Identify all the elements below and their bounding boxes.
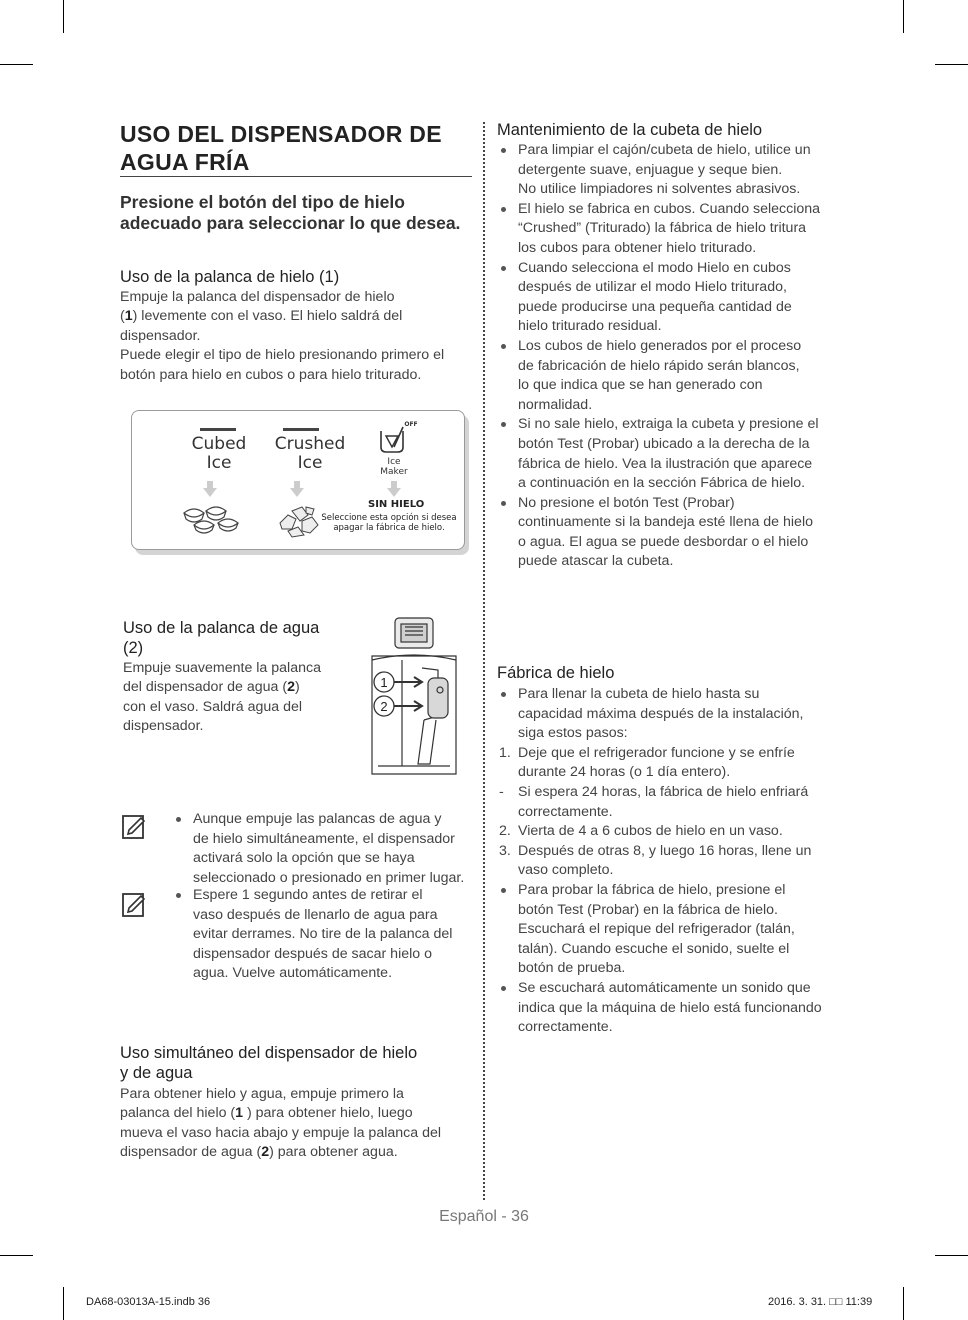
text-line: agua. Vuelve automáticamente. — [193, 965, 393, 982]
text-line: Vierta de 4 a 6 cubos de hielo en un vaso. — [518, 823, 783, 840]
text-line: lo que indica que se han generado con — [518, 377, 763, 394]
text-line: Empuje la palanca del dispensador de hielo — [120, 289, 395, 305]
text-line: Puede elegir el tipo de hielo presionando primero el — [120, 347, 445, 364]
callout-number: 1 — [124, 308, 133, 325]
down-arrow-icon — [203, 488, 217, 497]
crop-mark — [0, 64, 33, 65]
text-line: Deje que el refrigerador funcione y se enfríe — [518, 744, 795, 761]
text-line: activará solo la opción que se haya — [193, 850, 415, 867]
text-line: de hielo simultáneamente, el dispensador — [193, 830, 455, 847]
list-marker: 1. — [499, 744, 511, 761]
text-fragment: palanca del hielo ( — [120, 1105, 236, 1122]
page-title — [120, 120, 472, 176]
down-arrow-icon — [387, 488, 401, 497]
arrow-right-icon — [394, 677, 422, 687]
note-icon — [121, 814, 147, 840]
text-line: o agua. El agua se puede desbordar o el hielo — [518, 533, 809, 550]
bullet — [501, 148, 506, 153]
heading-line: Uso de la palanca de agua — [123, 619, 320, 637]
text-line: Si no sale hielo, extraiga la cubeta y presione el — [518, 416, 819, 433]
arrow-right-icon — [394, 701, 422, 711]
ice-maker-item — [497, 822, 862, 842]
text-line: mueva el vaso hacia abajo y empuje la palanca del — [120, 1124, 441, 1141]
list-marker: 3. — [499, 842, 511, 859]
maintenance-list — [497, 141, 857, 572]
footer-timestamp: 2016. 3. 31. □□ 11:39 — [768, 1296, 873, 1308]
text-fragment: ) — [294, 679, 300, 696]
crushed-ice-button-label — [256, 435, 364, 473]
text-line: dispensador después de sacar hielo o — [193, 945, 432, 962]
text-line: Los cubos de hielo generados por el proceso — [518, 337, 802, 354]
bullet — [501, 266, 506, 271]
text-fragment: ) para obtener hielo, luego — [243, 1105, 413, 1122]
maintenance-heading: Mantenimiento de la cubeta de hielo — [497, 121, 763, 139]
page-number: Español - 36 — [439, 1208, 529, 1225]
bullet — [501, 986, 506, 991]
down-arrow-icon — [290, 488, 304, 497]
label-line: Ice — [297, 453, 323, 473]
footer-file-name: DA68-03013A-15.indb 36 — [86, 1296, 211, 1308]
text-line: botón de prueba. — [518, 960, 626, 977]
ice-control-panel-illustration — [131, 410, 465, 550]
ice-maker-label — [370, 457, 418, 477]
text-line: dispensador. — [120, 327, 201, 344]
bullet — [501, 501, 506, 506]
bullet — [501, 422, 506, 427]
page-title-line: USO DEL DISPENSADOR DE — [120, 121, 442, 147]
crop-mark — [63, 0, 64, 33]
text-line: después de utilizar el modo Hielo triturado, — [518, 279, 787, 296]
text-fragment: del dispensador de agua ( — [123, 679, 288, 696]
note-list-1 — [172, 810, 482, 888]
text-line: siga estos pasos: — [518, 725, 628, 742]
text-line: evitar derrames. No tire de la palanca del — [193, 926, 453, 943]
text-line: No utilice limpiadores ni solventes abrasivos. — [518, 181, 801, 198]
text-line: Para probar la fábrica de hielo, presione el — [518, 881, 786, 898]
text-line: dispensador. — [123, 718, 204, 735]
label-line: Cubed — [191, 434, 247, 454]
cubed-ice-icon — [180, 501, 244, 537]
text-line: Para obtener hielo y agua, empuje primero la — [120, 1086, 404, 1102]
text-line: Seleccione esta opción si desea — [321, 513, 457, 523]
indicator-bar — [283, 428, 319, 431]
indicator-bar — [200, 428, 236, 431]
crushed-ice-icon — [276, 503, 322, 539]
label-line: Ice — [387, 457, 401, 467]
ice-maker-item — [497, 685, 862, 744]
maintenance-item — [497, 200, 857, 259]
subheading-line: Presione el botón del tipo de hielo — [120, 192, 405, 212]
text-line: de fabricación de hielo rápido serán blancos, — [518, 357, 800, 374]
text-fragment: ) levemente con el vaso. El hielo saldrá del — [132, 308, 403, 325]
column-divider — [483, 122, 485, 1200]
text-line: los cubos para obtener hielo triturado. — [518, 239, 757, 256]
text-line: puede atascar la cubeta. — [518, 553, 674, 570]
simultaneous-text — [120, 1085, 480, 1163]
text-line: hielo triturado residual. — [518, 318, 662, 335]
text-line: Después de otras 8, y luego 16 horas, llene un — [518, 842, 812, 859]
bullet — [176, 817, 181, 822]
label-line: Ice — [206, 453, 232, 473]
water-lever-heading — [123, 618, 363, 658]
callout-number: 2 — [261, 1144, 270, 1161]
sin-hielo-label: SIN HIELO — [368, 499, 425, 510]
heading-line: y de agua — [120, 1064, 193, 1082]
crop-mark — [0, 1255, 33, 1256]
callout-number: 2 — [287, 679, 295, 696]
text-line: No presione el botón Test (Probar) — [518, 494, 735, 511]
list-marker: - — [499, 783, 504, 800]
page-title-line: AGUA FRÍA — [120, 149, 250, 175]
text-line: Si espera 24 horas, la fábrica de hielo enfriará — [518, 783, 809, 800]
subheading-line: adecuado para seleccionar lo que desea. — [120, 213, 461, 233]
text-fragment: dispensador de agua ( — [120, 1144, 262, 1161]
heading-line: Uso simultáneo del dispensador de hielo — [120, 1044, 418, 1062]
label-line: Maker — [380, 467, 408, 477]
text-line: Aunque empuje las palancas de agua y — [193, 811, 442, 827]
text-line: detergente suave, enjuague y seque bien. — [518, 161, 783, 178]
maintenance-item — [497, 141, 857, 200]
bullet — [501, 692, 506, 697]
text-line: Se escuchará automáticamente un sonido que — [518, 979, 811, 996]
ice-lever-text — [120, 288, 480, 385]
ice-maker-item — [497, 783, 862, 822]
text-line: botón para hielo en cubos o para hielo triturado. — [120, 366, 422, 383]
text-fragment: ( — [120, 308, 125, 325]
crop-mark — [935, 64, 968, 65]
text-line: correctamente. — [518, 1019, 613, 1036]
off-label: OFF — [404, 421, 418, 428]
bullet — [176, 893, 181, 898]
text-line: Cuando selecciona el modo Hielo en cubos — [518, 259, 791, 276]
water-lever-text — [123, 659, 363, 737]
text-line: Empuje suavemente la palanca — [123, 660, 321, 676]
maintenance-item — [497, 415, 857, 493]
ice-maker-heading: Fábrica de hielo — [497, 664, 615, 682]
callout-number: 1 — [235, 1105, 244, 1122]
text-line: talán). Cuando escuche el sonido, suelte el — [518, 940, 790, 957]
text-line: con el vaso. Saldrá agua del — [123, 698, 303, 715]
text-line: continuamente si la bandeja esté llena de hielo — [518, 514, 813, 531]
ice-maker-item — [497, 744, 862, 783]
text-line: a continuación en la sección Fábrica de hielo. — [518, 475, 806, 492]
cubed-ice-button-label — [174, 435, 264, 473]
maintenance-item — [497, 494, 857, 572]
text-fragment: ) para obtener agua. — [269, 1144, 398, 1161]
text-line: indica que la máquina de hielo está funcionando — [518, 999, 822, 1016]
note-icon — [121, 892, 147, 918]
note-item — [172, 886, 482, 984]
text-line: botón Test (Probar) ubicado a la derecha de la — [518, 435, 810, 452]
text-line: durante 24 horas (o 1 día entero). — [518, 764, 731, 781]
text-line: capacidad máxima después de la instalación, — [518, 705, 804, 722]
crop-mark — [903, 0, 904, 33]
bullet — [501, 207, 506, 212]
title-divider — [120, 176, 472, 177]
text-line: seleccionado o presionado en primer lugar. — [193, 869, 465, 886]
section-subheading — [120, 192, 480, 234]
text-line: Para llenar la cubeta de hielo hasta su — [518, 686, 760, 702]
ice-maker-item — [497, 842, 862, 881]
ice-maker-item — [497, 881, 862, 979]
note-list-2 — [172, 886, 482, 984]
label-line: Crushed — [274, 434, 346, 454]
maintenance-item — [497, 337, 857, 415]
arrow-stem — [207, 481, 213, 488]
list-marker: 2. — [499, 823, 511, 840]
maintenance-item — [497, 259, 857, 337]
sin-hielo-description — [318, 513, 460, 533]
text-line: vaso después de llenarlo de agua para — [193, 906, 438, 923]
note-item — [172, 810, 482, 888]
text-line: Para limpiar el cajón/cubeta de hielo, utilice un — [518, 142, 811, 158]
text-line: El hielo se fabrica en cubos. Cuando selecciona — [518, 200, 821, 217]
bullet — [501, 888, 506, 893]
crop-mark — [935, 1255, 968, 1256]
text-line: “Crushed” (Triturado) la fábrica de hielo tritura — [518, 220, 807, 237]
bullet — [501, 344, 506, 349]
callout-label-2: 2 — [380, 699, 388, 714]
text-line: Escuchará el repique del refrigerador (talán, — [518, 921, 795, 938]
text-line: puede producirse una pequeña cantidad de — [518, 298, 792, 315]
text-line: apagar la fábrica de hielo. — [333, 523, 445, 533]
heading-line: (2) — [123, 639, 144, 657]
arrow-stem — [294, 481, 300, 488]
ice-maker-list — [497, 685, 862, 1038]
text-line: Espere 1 segundo antes de retirar el — [193, 887, 423, 903]
crop-mark — [63, 1287, 64, 1320]
crop-mark — [903, 1287, 904, 1320]
callout-label-1: 1 — [380, 675, 388, 690]
simultaneous-heading — [120, 1043, 480, 1083]
text-line: normalidad. — [518, 396, 593, 413]
arrow-stem — [391, 481, 397, 488]
ice-lever-heading: Uso de la palanca de hielo (1) — [120, 268, 340, 286]
dispenser-illustration — [368, 616, 460, 780]
ice-maker-item — [497, 979, 862, 1038]
text-line: botón Test (Probar) en la fábrica de hielo. — [518, 901, 778, 918]
text-line: fábrica de hielo. Vea la ilustración que aparece — [518, 455, 813, 472]
text-line: vaso completo. — [518, 862, 614, 879]
text-line: correctamente. — [518, 803, 613, 820]
